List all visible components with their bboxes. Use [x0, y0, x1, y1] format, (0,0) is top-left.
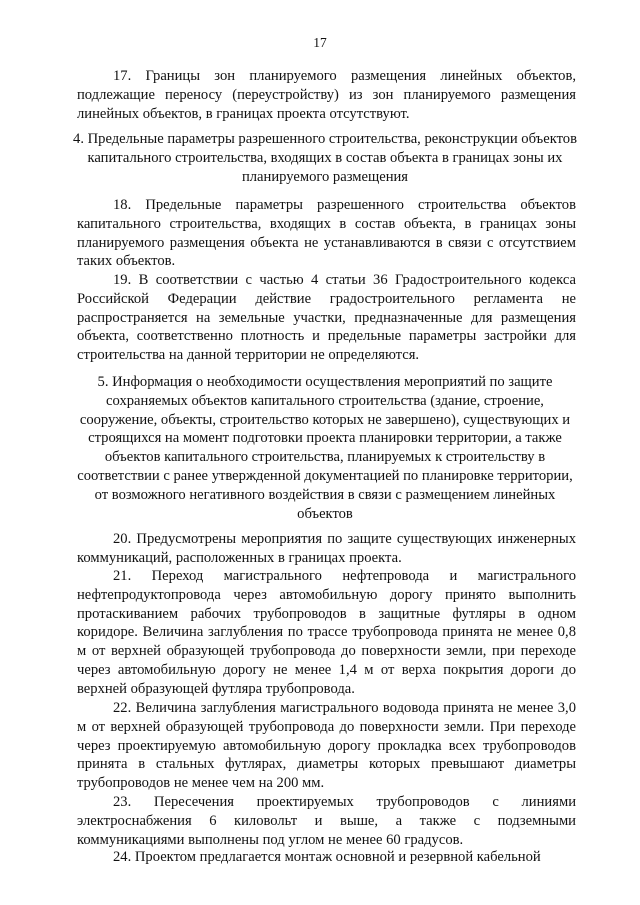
paragraph-22: 22. Величина заглубления магистрального водовода принята не менее 3,0 м от верхней образующей трубопровода до поверхности земли. При переходе через проектируемую автомобильную дорогу прокладка всех трубопроводов принята в стальных футлярах, диаметры которых превышают диаметры трубопроводов не менее чем на 200 мм.	[77, 700, 576, 792]
section-heading-5: 5. Информация о необходимости осуществления мероприятий по защите сохраняемых объектов капитального строительства (здание, строение, сооружение, объекты, строительство которых не завершено), существующих и строящихся на момент подготовки проекта планировки территории, а также объектов капитального строительства, планируемых к строительству в соответствии с ранее утвержденной документацией по планировке территории, от возможного негативного воздействия в связи с размещением линейных объектов	[77, 374, 573, 522]
section-heading-4: 4. Предельные параметры разрешенного строительства, реконструкции объектов капитального строительства, входящих в состав объекта в границах зоны их планируемого размещения	[73, 131, 577, 185]
paragraph-18: 18. Предельные параметры разрешенного строительства объектов капитального строительства, входящих в состав объекта, в границах зоны планируемого размещения объекта не устанавливаются в связи с отсутствием таких объектов.	[77, 197, 576, 270]
paragraph-23: 23. Пересечения проектируемых трубопроводов с линиями электроснабжения 6 киловольт и выше, а также с подземными коммуникациями выполнены под углом не менее 60 градусов.	[77, 794, 576, 848]
paragraph-19: 19. В соответствии с частью 4 статьи 36 Градостроительного кодекса Российской Федерации действие градостроительного регламента не распространяется на земельные участки, предназначенные для размещения объекта, соответственно плотность и предельные параметры застройки для строительства на данной территории не определяются.	[77, 272, 576, 364]
paragraph-21: 21. Переход магистрального нефтепровода и магистрального нефтепродуктопровода через автомобильную дорогу принято выполнить протаскиванием рабочих трубопроводов в защитные футляры в одном коридоре. Величина заглубления по трассе трубопровода принята не менее 0,8 м от верхней образующей трубопровода до поверхности земли, при переходе через автомобильную дорогу не менее 1,4 м от верха покрытия дороги до верхней образующей футляра трубопровода.	[77, 568, 576, 697]
paragraph-17: 17. Границы зон планируемого размещения линейных объектов, подлежащие переносу (переустройству) из зон планируемого размещения линейных объектов, в границах проекта отсутствуют.	[77, 68, 576, 122]
paragraph-20: 20. Предусмотрены мероприятия по защите существующих инженерных коммуникаций, расположенных в границах проекта.	[77, 531, 576, 566]
paragraph-24: 24. Проектом предлагается монтаж основной и резервной кабельной	[113, 849, 541, 865]
page-number: 17	[313, 35, 327, 50]
